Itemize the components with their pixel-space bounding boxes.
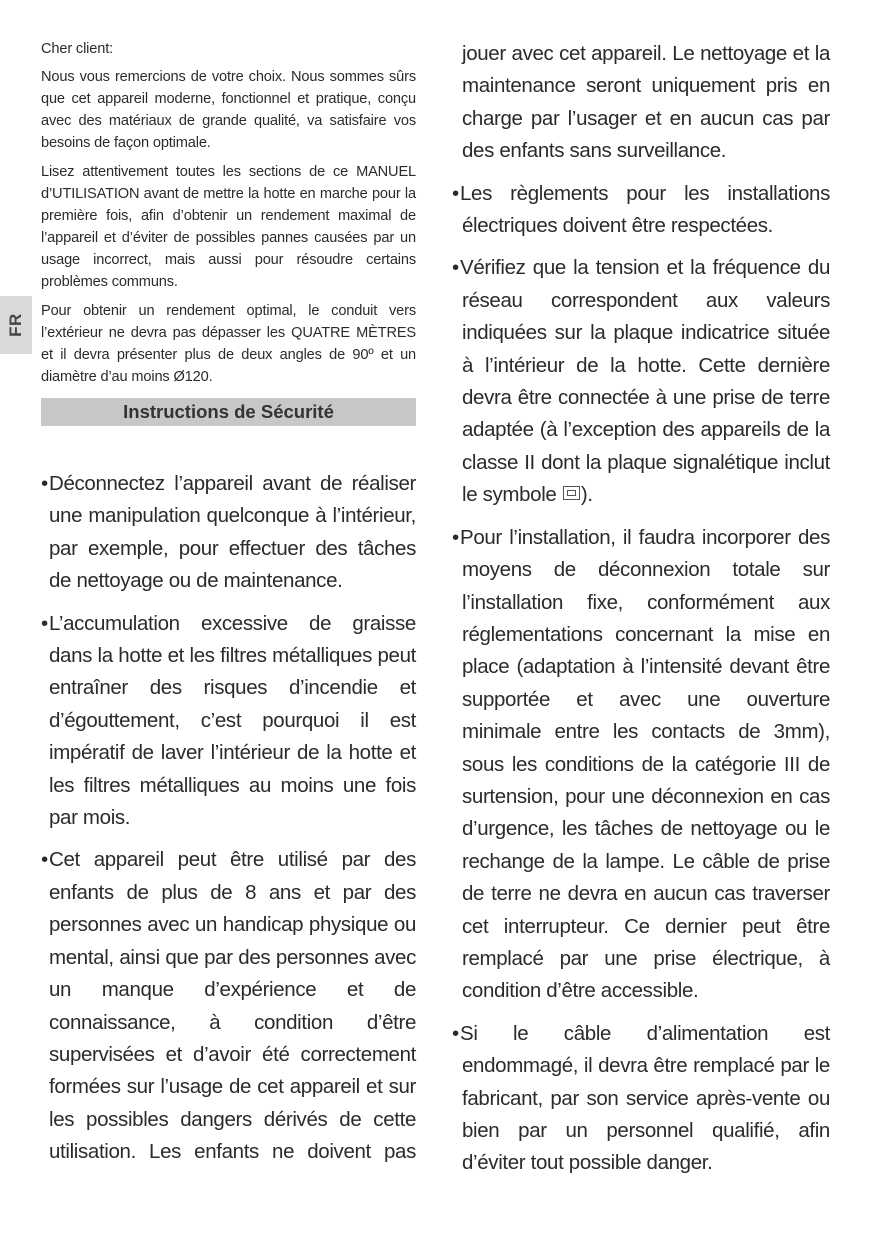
left-column: [41, 38, 416, 1169]
bullet-marker: •: [41, 472, 48, 495]
bullet-marker: •: [452, 525, 459, 549]
safety-item: •Déconnectez l’appareil avant de réaliser une manipulation quelconque à l’intérieur, par exemple, pour effectuer des tâches de nettoyage ou de maintenance.: [41, 468, 416, 598]
safety-item: •L’accumulation excessive de graisse dans la hotte et les filtres métalliques peut entraîner des risques d’incendie et d’égouttement, c’est pourquoi il est impératif de laver l’intérieur de la hotte et les filtres métalliques au moins une fois par mois.: [41, 608, 416, 835]
section-heading: Instructions de Sécurité: [41, 398, 416, 426]
safety-item: •Vérifiez que la tension et la fréquence du réseau correspondent aux valeurs indiquées sur la plaque indicatrice située à l’intérieur de la hotte. Cette dernière devra être connectée à une prise de terre adaptée (à l’exception des appareils de la classe II dont la plaque signalétique inclut le symbole ).: [452, 252, 830, 511]
language-tab: [0, 296, 32, 354]
bullet-marker: •: [452, 1021, 459, 1045]
intro-section: [41, 38, 416, 388]
safety-list-left: [41, 468, 416, 1169]
greeting: Cher client:: [41, 41, 114, 57]
safety-item: •Les règlements pour les installations électriques doivent être respectées.: [452, 178, 830, 243]
safety-item-continuation: jouer avec cet appareil. Le nettoyage et la maintenance seront uniquement pris en charge par l’usager et en aucun cas par des enfants sans surveillance.: [462, 42, 830, 163]
safety-item: •Si le câble d’alimentation est endommagé, il devra être remplacé par le fabricant, par son service après-vente ou bien par un personnel qualifié, afin d’éviter tout possible danger.: [452, 1018, 830, 1180]
intro-paragraph: Nous vous remercions de votre choix. Nous sommes sûrs que cet appareil moderne, fonctionnel et pratique, conçu avec des matériaux de grande qualité, va satisfaire vos besoins de façon optimale.: [41, 69, 416, 151]
class-ii-symbol-icon: [563, 486, 580, 500]
bullet-marker: •: [41, 611, 48, 635]
bullet-marker: •: [41, 848, 48, 872]
right-column: [452, 38, 830, 1190]
safety-item: •Cet appareil peut être utilisé par des enfants de plus de 8 ans et par des personnes avec un handicap physique ou mental, ainsi que par des personnes avec un manque d’expérience et de connaissance, à condition d’être supervisées et d’avoir été correctement formées sur l’usage de cet appareil et sur les possibles dangers dérivés de cette utilisation. Les enfants ne doivent pas: [41, 844, 416, 1168]
intro-paragraph: Pour obtenir un rendement optimal, le conduit vers l’extérieur ne devra pas dépasser les QUATRE MÈTRES et il devra présenter plus de deux angles de 90º et un diamètre d’au moins Ø120.: [41, 303, 416, 385]
bullet-marker: •: [452, 256, 459, 280]
intro-paragraph: Lisez attentivement toutes les sections de ce MANUEL d’UTILISATION avant de mettre la hotte en marche pour la première fois, afin d’obtenir un rendement maximal de l’appareil et d’éviter de possibles pannes causées par un usage incorrect, mais aussi pour résoudre certains problèmes communs.: [41, 164, 416, 290]
bullet-marker: •: [452, 181, 459, 205]
language-label: FR: [5, 313, 25, 337]
safety-item: •Pour l’installation, il faudra incorporer des moyens de déconnexion totale sur l’installation fixe, conformément aux réglementations concernant la mise en place (adaptation à l’intensité devant être supportée et avec une ouverture minimale entre les contacts de 3mm), sous les conditions de la catégorie III de surtension, pour une déconnexion en cas d’urgence, les tâches de nettoyage ou le rechange de la lampe. Le câble de prise de terre ne devra en aucun cas traverser cet interrupteur. Ce dernier peut être remplacé par une prise électrique, à condition d’être accessible.: [452, 522, 830, 1008]
